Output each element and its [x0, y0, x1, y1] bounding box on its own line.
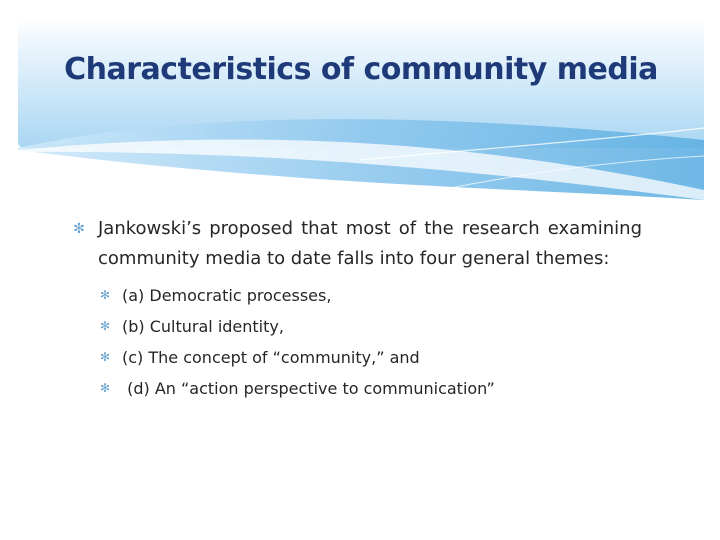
sub-bullet-list: [72, 280, 642, 404]
slide-title: Characteristics of community media: [64, 52, 658, 87]
sub-bullet-text: (c) The concept of “community,” and: [122, 348, 420, 367]
list-item: [98, 373, 642, 404]
main-bullet-text: Jankowski’s proposed that most of the research examining community media to date falls into four general themes:: [98, 218, 642, 269]
asterisk-bullet-icon: ✻: [99, 319, 111, 333]
header-banner: [0, 0, 720, 200]
list-item: [98, 342, 642, 373]
list-item: [98, 311, 642, 342]
asterisk-bullet-icon: ✻: [99, 288, 111, 302]
sub-bullet-text: (d) An “action perspective to communication”: [122, 379, 495, 398]
asterisk-bullet-icon: ✻: [73, 221, 85, 237]
sub-bullet-text: (a) Democratic processes,: [122, 286, 332, 305]
sub-bullet-text: (b) Cultural identity,: [122, 317, 284, 336]
list-item: [98, 280, 642, 311]
asterisk-bullet-icon: ✻: [99, 350, 111, 364]
main-bullet: [72, 214, 642, 274]
asterisk-bullet-icon: ✻: [99, 381, 111, 395]
slide-content: [72, 214, 642, 404]
